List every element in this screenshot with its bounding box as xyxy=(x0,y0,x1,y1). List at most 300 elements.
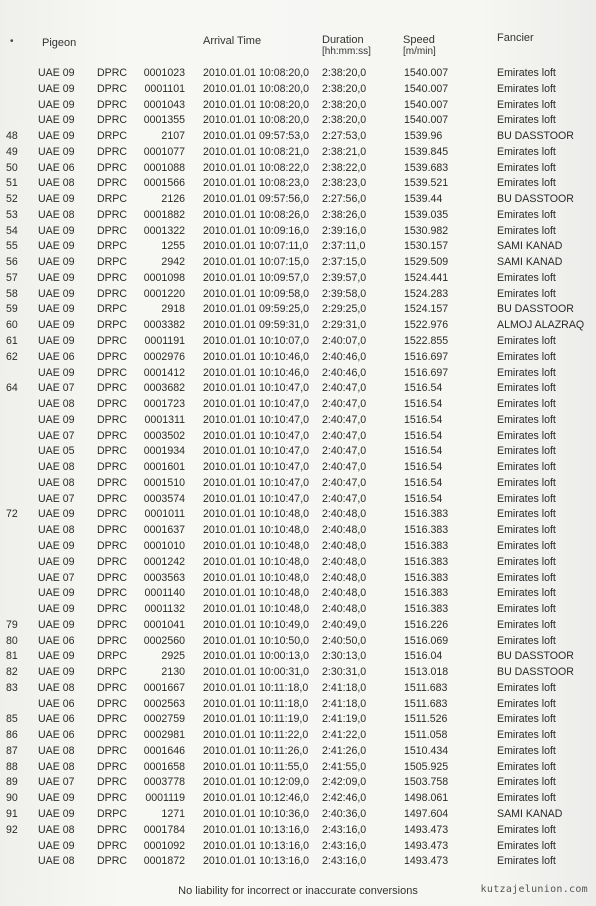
fancier-cell: Emirates loft xyxy=(497,476,556,489)
arrival-time-cell: 2010.01.01 10:07:15,0 xyxy=(203,256,310,269)
speed-cell: 1511.058 xyxy=(404,729,448,742)
position-cell: 61 xyxy=(6,335,18,348)
table-row xyxy=(0,98,596,114)
speed-cell: 1540.007 xyxy=(404,82,449,95)
country-year-cell: UAE 09 xyxy=(38,555,75,568)
table-row xyxy=(0,854,596,870)
club-cell: DPRC xyxy=(97,445,128,458)
club-cell: DPRC xyxy=(97,476,128,489)
speed-cell: 1516.383 xyxy=(404,524,449,537)
country-year-cell: UAE 06 xyxy=(38,350,75,363)
country-year-cell: UAE 09 xyxy=(38,224,75,237)
duration-cell: 2:40:50,0 xyxy=(322,634,367,647)
table-row xyxy=(0,239,596,255)
table-row xyxy=(0,618,596,634)
duration-cell: 2:41:55,0 xyxy=(322,760,367,773)
table-row xyxy=(0,287,596,303)
table-row xyxy=(0,697,596,713)
arrival-time-cell: 2010.01.01 10:10:48,0 xyxy=(203,539,310,552)
arrival-time-cell: 2010.01.01 10:08:21,0 xyxy=(203,145,310,158)
duration-cell: 2:27:53,0 xyxy=(322,130,367,143)
club-cell: DPRC xyxy=(97,161,128,174)
duration-cell: 2:41:19,0 xyxy=(322,713,367,726)
duration-cell: 2:39:16,0 xyxy=(322,224,367,237)
country-year-cell: UAE 09 xyxy=(38,145,75,158)
position-cell: 56 xyxy=(6,256,18,269)
arrival-time-cell: 2010.01.01 10:13:16,0 xyxy=(203,839,310,852)
fancier-cell: ALMOJ ALAZRAQ xyxy=(497,319,585,332)
fancier-cell: SAMI KANAD xyxy=(497,807,563,820)
position-cell: 92 xyxy=(6,823,18,836)
fancier-cell: Emirates loft xyxy=(497,224,556,237)
duration-cell: 2:43:16,0 xyxy=(322,839,367,852)
fancier-cell: Emirates loft xyxy=(497,603,556,616)
ring-number-cell: 2130 xyxy=(161,666,185,679)
country-year-cell: UAE 09 xyxy=(38,792,75,805)
table-row xyxy=(0,539,596,555)
table-row xyxy=(0,255,596,271)
arrival-time-cell: 2010.01.01 10:08:20,0 xyxy=(203,98,310,111)
arrival-time-cell: 2010.01.01 09:57:53,0 xyxy=(203,130,310,143)
speed-cell: 1539.845 xyxy=(404,145,449,158)
fancier-cell: Emirates loft xyxy=(497,177,556,190)
table-row xyxy=(0,113,596,129)
arrival-time-cell: 2010.01.01 10:10:47,0 xyxy=(203,476,310,489)
ring-number-cell: 1255 xyxy=(161,240,185,253)
club-cell: DPRC xyxy=(97,681,128,694)
speed-cell: 1516.54 xyxy=(404,492,443,505)
speed-cell: 1516.54 xyxy=(404,382,443,395)
speed-cell: 1522.976 xyxy=(404,319,449,332)
duration-cell: 2:27:56,0 xyxy=(322,193,367,206)
speed-cell: 1516.383 xyxy=(404,508,449,521)
position-cell: 79 xyxy=(6,618,18,631)
table-row xyxy=(0,791,596,807)
club-cell: DPRC xyxy=(97,350,128,363)
table-row xyxy=(0,602,596,618)
header-speed-unit: [m/min] xyxy=(403,46,436,57)
duration-cell: 2:38:23,0 xyxy=(322,177,367,190)
speed-cell: 1516.383 xyxy=(404,571,449,584)
arrival-time-cell: 2010.01.01 10:10:47,0 xyxy=(203,461,310,474)
ring-number-cell: 0001667 xyxy=(143,681,185,694)
fancier-cell: Emirates loft xyxy=(497,571,556,584)
country-year-cell: UAE 09 xyxy=(38,67,75,79)
club-cell: DRPC xyxy=(97,807,128,820)
club-cell: DPRC xyxy=(97,335,128,348)
club-cell: DPRC xyxy=(97,271,128,284)
table-row xyxy=(0,82,596,98)
duration-cell: 2:38:22,0 xyxy=(322,161,367,174)
arrival-time-cell: 2010.01.01 10:09:58,0 xyxy=(203,287,310,300)
ring-number-cell: 0001088 xyxy=(143,161,185,174)
duration-cell: 2:41:18,0 xyxy=(322,681,367,694)
ring-number-cell: 0003574 xyxy=(143,492,185,505)
fancier-cell: Emirates loft xyxy=(497,587,556,600)
speed-cell: 1516.04 xyxy=(404,650,443,663)
club-cell: DPRC xyxy=(97,555,128,568)
country-year-cell: UAE 07 xyxy=(38,382,75,395)
country-year-cell: UAE 09 xyxy=(38,618,75,631)
speed-cell: 1493.473 xyxy=(404,823,449,836)
ring-number-cell: 0001311 xyxy=(144,413,185,426)
speed-cell: 1503.758 xyxy=(404,776,449,789)
duration-cell: 2:40:36,0 xyxy=(322,807,367,820)
country-year-cell: UAE 09 xyxy=(38,839,75,852)
ring-number-cell: 0001355 xyxy=(143,114,185,127)
ring-number-cell: 0002560 xyxy=(143,634,185,647)
country-year-cell: UAE 06 xyxy=(38,713,75,726)
fancier-cell: Emirates loft xyxy=(497,823,556,836)
arrival-time-cell: 2010.01.01 10:08:20,0 xyxy=(203,114,310,127)
club-cell: DPRC xyxy=(97,224,128,237)
country-year-cell: UAE 07 xyxy=(38,429,75,442)
duration-cell: 2:38:21,0 xyxy=(322,145,367,158)
speed-cell: 1511.683 xyxy=(404,697,448,710)
table-row xyxy=(0,176,596,192)
country-year-cell: UAE 08 xyxy=(38,744,75,757)
duration-cell: 2:40:46,0 xyxy=(322,350,367,363)
speed-cell: 1530.157 xyxy=(404,240,449,253)
ring-number-cell: 0001412 xyxy=(143,366,185,379)
table-row xyxy=(0,744,596,760)
position-cell: 57 xyxy=(6,271,18,284)
fancier-cell: Emirates loft xyxy=(497,145,556,158)
fancier-cell: BU DASSTOOR xyxy=(497,650,574,663)
table-row xyxy=(0,523,596,539)
country-year-cell: UAE 09 xyxy=(38,603,75,616)
arrival-time-cell: 2010.01.01 10:10:36,0 xyxy=(203,807,310,820)
duration-cell: 2:40:48,0 xyxy=(322,587,367,600)
table-row xyxy=(0,507,596,523)
duration-cell: 2:40:48,0 xyxy=(322,524,367,537)
speed-cell: 1529.509 xyxy=(404,256,449,269)
fancier-cell: Emirates loft xyxy=(497,539,556,552)
speed-cell: 1510.434 xyxy=(404,744,449,757)
duration-cell: 2:40:46,0 xyxy=(322,366,367,379)
duration-cell: 2:40:48,0 xyxy=(322,508,367,521)
fancier-cell: Emirates loft xyxy=(497,429,556,442)
header-speed xyxy=(403,34,436,57)
fancier-cell: Emirates loft xyxy=(497,398,556,411)
country-year-cell: UAE 09 xyxy=(38,508,75,521)
arrival-time-cell: 2010.01.01 10:08:20,0 xyxy=(203,82,310,95)
arrival-time-cell: 2010.01.01 10:10:48,0 xyxy=(203,603,310,616)
table-row xyxy=(0,129,596,145)
speed-cell: 1516.697 xyxy=(404,366,449,379)
speed-cell: 1524.441 xyxy=(404,271,449,284)
ring-number-cell: 0001658 xyxy=(143,760,185,773)
fancier-cell: BU DASSTOOR xyxy=(497,303,574,316)
speed-cell: 1540.007 xyxy=(404,67,449,79)
club-cell: DPRC xyxy=(97,697,128,710)
table-row xyxy=(0,823,596,839)
fancier-cell: Emirates loft xyxy=(497,271,556,284)
ring-number-cell: 0001601 xyxy=(143,461,185,474)
speed-cell: 1516.54 xyxy=(404,398,443,411)
arrival-time-cell: 2010.01.01 10:13:16,0 xyxy=(203,823,310,836)
speed-cell: 1524.157 xyxy=(404,303,449,316)
ring-number-cell: 2925 xyxy=(161,650,185,663)
position-cell: 89 xyxy=(6,776,18,789)
club-cell: DPRC xyxy=(97,429,128,442)
duration-cell: 2:38:20,0 xyxy=(322,98,367,111)
speed-cell: 1539.521 xyxy=(404,177,449,190)
speed-cell: 1516.54 xyxy=(404,461,443,474)
fancier-cell: Emirates loft xyxy=(497,335,556,348)
country-year-cell: UAE 05 xyxy=(38,445,75,458)
fancier-cell: Emirates loft xyxy=(497,524,556,537)
club-cell: DPRC xyxy=(97,145,128,158)
position-cell: 59 xyxy=(6,303,18,316)
fancier-cell: Emirates loft xyxy=(497,744,556,757)
speed-cell: 1516.383 xyxy=(404,603,449,616)
position-cell: 72 xyxy=(6,508,18,521)
club-cell: DPRC xyxy=(97,713,128,726)
position-cell: 50 xyxy=(6,161,18,174)
duration-cell: 2:42:46,0 xyxy=(322,792,367,805)
club-cell: DPRC xyxy=(97,413,128,426)
fancier-cell: Emirates loft xyxy=(497,208,556,221)
table-row xyxy=(0,555,596,571)
arrival-time-cell: 2010.01.01 10:12:09,0 xyxy=(203,776,310,789)
country-year-cell: UAE 09 xyxy=(38,271,75,284)
club-cell: DPRC xyxy=(97,366,128,379)
position-cell: 80 xyxy=(6,634,18,647)
speed-cell: 1511.526 xyxy=(404,713,448,726)
country-year-cell: UAE 09 xyxy=(38,366,75,379)
ring-number-cell: 0001637 xyxy=(143,524,185,537)
arrival-time-cell: 2010.01.01 10:10:48,0 xyxy=(203,524,310,537)
fancier-cell: Emirates loft xyxy=(497,760,556,773)
fancier-cell: Emirates loft xyxy=(497,350,556,363)
club-cell: DPRC xyxy=(97,823,128,836)
fancier-cell: Emirates loft xyxy=(497,382,556,395)
table-row xyxy=(0,208,596,224)
fancier-cell: Emirates loft xyxy=(497,161,556,174)
duration-cell: 2:39:57,0 xyxy=(322,271,367,284)
corner-mark: • xyxy=(10,36,14,47)
table-row xyxy=(0,728,596,744)
arrival-time-cell: 2010.01.01 10:08:23,0 xyxy=(203,177,310,190)
position-cell: 91 xyxy=(6,807,18,820)
country-year-cell: UAE 07 xyxy=(38,776,75,789)
country-year-cell: UAE 09 xyxy=(38,98,75,111)
table-row xyxy=(0,381,596,397)
ring-number-cell: 0001043 xyxy=(143,98,185,111)
country-year-cell: UAE 06 xyxy=(38,729,75,742)
club-cell: DPRC xyxy=(97,98,128,111)
club-cell: DPRC xyxy=(97,461,128,474)
club-cell: DRPC xyxy=(97,666,128,679)
country-year-cell: UAE 09 xyxy=(38,114,75,127)
club-cell: DPRC xyxy=(97,524,128,537)
speed-cell: 1539.44 xyxy=(404,193,443,206)
arrival-time-cell: 2010.01.01 10:10:47,0 xyxy=(203,382,310,395)
duration-cell: 2:40:48,0 xyxy=(322,603,367,616)
club-cell: DPRC xyxy=(97,492,128,505)
position-cell: 49 xyxy=(6,145,18,158)
club-cell: DPRC xyxy=(97,776,128,789)
table-row xyxy=(0,192,596,208)
club-cell: DPRC xyxy=(97,82,128,95)
club-cell: DPRC xyxy=(97,287,128,300)
ring-number-cell: 2107 xyxy=(161,130,185,143)
club-cell: DPRC xyxy=(97,603,128,616)
arrival-time-cell: 2010.01.01 10:10:48,0 xyxy=(203,508,310,521)
table-row xyxy=(0,66,596,82)
arrival-time-cell: 2010.01.01 10:00:31,0 xyxy=(203,666,310,679)
country-year-cell: UAE 09 xyxy=(38,193,75,206)
arrival-time-cell: 2010.01.01 10:10:47,0 xyxy=(203,492,310,505)
fancier-cell: Emirates loft xyxy=(497,287,556,300)
arrival-time-cell: 2010.01.01 10:10:47,0 xyxy=(203,445,310,458)
arrival-time-cell: 2010.01.01 10:10:48,0 xyxy=(203,587,310,600)
arrival-time-cell: 2010.01.01 10:09:16,0 xyxy=(203,224,310,237)
speed-cell: 1540.007 xyxy=(404,98,449,111)
table-row xyxy=(0,681,596,697)
fancier-cell: Emirates loft xyxy=(497,413,556,426)
position-cell: 64 xyxy=(6,382,18,395)
club-cell: DPRC xyxy=(97,382,128,395)
duration-cell: 2:42:09,0 xyxy=(322,776,367,789)
speed-cell: 1516.383 xyxy=(404,555,449,568)
table-row xyxy=(0,571,596,587)
fancier-cell: Emirates loft xyxy=(497,855,556,868)
position-cell: 85 xyxy=(6,713,18,726)
table-row xyxy=(0,413,596,429)
club-cell: DPRC xyxy=(97,587,128,600)
header-duration-label: Duration xyxy=(322,34,364,46)
arrival-time-cell: 2010.01.01 09:57:56,0 xyxy=(203,193,310,206)
club-cell: DRPC xyxy=(97,319,128,332)
country-year-cell: UAE 08 xyxy=(38,823,75,836)
position-cell: 86 xyxy=(6,729,18,742)
arrival-time-cell: 2010.01.01 10:10:49,0 xyxy=(203,618,310,631)
ring-number-cell: 0001784 xyxy=(143,823,185,836)
header-duration-unit: [hh:mm:ss] xyxy=(322,46,371,57)
fancier-cell: Emirates loft xyxy=(497,67,556,79)
club-cell: DRPC xyxy=(97,650,128,663)
duration-cell: 2:43:16,0 xyxy=(322,823,367,836)
club-cell: DRPC xyxy=(97,256,128,269)
speed-cell: 1511.683 xyxy=(404,681,448,694)
speed-cell: 1493.473 xyxy=(404,855,449,868)
fancier-cell: Emirates loft xyxy=(497,461,556,474)
speed-cell: 1516.069 xyxy=(404,634,449,647)
table-row xyxy=(0,634,596,650)
duration-cell: 2:38:20,0 xyxy=(322,114,367,127)
duration-cell: 2:43:16,0 xyxy=(322,855,367,868)
country-year-cell: UAE 09 xyxy=(38,287,75,300)
fancier-cell: Emirates loft xyxy=(497,445,556,458)
ring-number-cell: 0001140 xyxy=(144,587,185,600)
country-year-cell: UAE 08 xyxy=(38,681,75,694)
club-cell: DPRC xyxy=(97,398,128,411)
country-year-cell: UAE 09 xyxy=(38,413,75,426)
arrival-time-cell: 2010.01.01 09:59:31,0 xyxy=(203,319,310,332)
ring-number-cell: 0001723 xyxy=(143,398,185,411)
ring-number-cell: 0001220 xyxy=(143,287,185,300)
club-cell: DPRC xyxy=(97,760,128,773)
club-cell: DPRC xyxy=(97,839,128,852)
ring-number-cell: 0002981 xyxy=(143,729,185,742)
duration-cell: 2:37:11,0 xyxy=(322,240,366,253)
position-cell: 90 xyxy=(6,792,18,805)
header-duration xyxy=(322,34,371,57)
speed-cell: 1513.018 xyxy=(404,666,449,679)
position-cell: 83 xyxy=(6,681,18,694)
ring-number-cell: 0001092 xyxy=(143,839,185,852)
fancier-cell: Emirates loft xyxy=(497,82,556,95)
header-pigeon: Pigeon xyxy=(42,37,77,49)
table-row xyxy=(0,807,596,823)
country-year-cell: UAE 09 xyxy=(38,303,75,316)
table-row xyxy=(0,318,596,334)
ring-number-cell: 0002759 xyxy=(143,713,185,726)
club-cell: DPRC xyxy=(97,855,128,868)
table-row xyxy=(0,760,596,776)
country-year-cell: UAE 08 xyxy=(38,398,75,411)
club-cell: DPRC xyxy=(97,208,128,221)
club-cell: DPRC xyxy=(97,508,128,521)
country-year-cell: UAE 08 xyxy=(38,760,75,773)
fancier-cell: Emirates loft xyxy=(497,713,556,726)
arrival-time-cell: 2010.01.01 10:10:47,0 xyxy=(203,398,310,411)
ring-number-cell: 0001242 xyxy=(143,555,185,568)
duration-cell: 2:39:58,0 xyxy=(322,287,367,300)
arrival-time-cell: 2010.01.01 10:11:26,0 xyxy=(203,744,309,757)
country-year-cell: UAE 09 xyxy=(38,807,75,820)
ring-number-cell: 0001077 xyxy=(143,145,185,158)
arrival-time-cell: 2010.01.01 10:10:48,0 xyxy=(203,571,310,584)
arrival-time-cell: 2010.01.01 09:59:25,0 xyxy=(203,303,310,316)
country-year-cell: UAE 08 xyxy=(38,855,75,868)
speed-cell: 1516.697 xyxy=(404,350,449,363)
duration-cell: 2:40:48,0 xyxy=(322,571,367,584)
fancier-cell: Emirates loft xyxy=(497,618,556,631)
arrival-time-cell: 2010.01.01 10:11:55,0 xyxy=(203,760,309,773)
speed-cell: 1516.383 xyxy=(404,539,449,552)
country-year-cell: UAE 08 xyxy=(38,476,75,489)
speed-cell: 1493.473 xyxy=(404,839,449,852)
ring-number-cell: 0001934 xyxy=(143,445,185,458)
ring-number-cell: 0002563 xyxy=(143,697,185,710)
fancier-cell: Emirates loft xyxy=(497,792,556,805)
fancier-cell: Emirates loft xyxy=(497,555,556,568)
disclaimer-footer: No liability for incorrect or inaccurate conversions xyxy=(178,885,418,897)
position-cell: 82 xyxy=(6,666,18,679)
club-cell: DPRC xyxy=(97,571,128,584)
club-cell: DPRC xyxy=(97,792,128,805)
ring-number-cell: 0001132 xyxy=(144,603,185,616)
position-cell: 62 xyxy=(6,350,18,363)
table-row xyxy=(0,350,596,366)
ring-number-cell: 0001098 xyxy=(143,271,185,284)
country-year-cell: UAE 07 xyxy=(38,492,75,505)
ring-number-cell: 0002976 xyxy=(143,350,185,363)
duration-cell: 2:41:22,0 xyxy=(322,729,367,742)
speed-cell: 1524.283 xyxy=(404,287,449,300)
table-row xyxy=(0,839,596,855)
duration-cell: 2:40:47,0 xyxy=(322,429,367,442)
arrival-time-cell: 2010.01.01 10:10:47,0 xyxy=(203,429,310,442)
table-row xyxy=(0,649,596,665)
club-cell: DPRC xyxy=(97,114,128,127)
country-year-cell: UAE 07 xyxy=(38,571,75,584)
speed-cell: 1539.683 xyxy=(404,161,449,174)
ring-number-cell: 0003682 xyxy=(143,382,185,395)
